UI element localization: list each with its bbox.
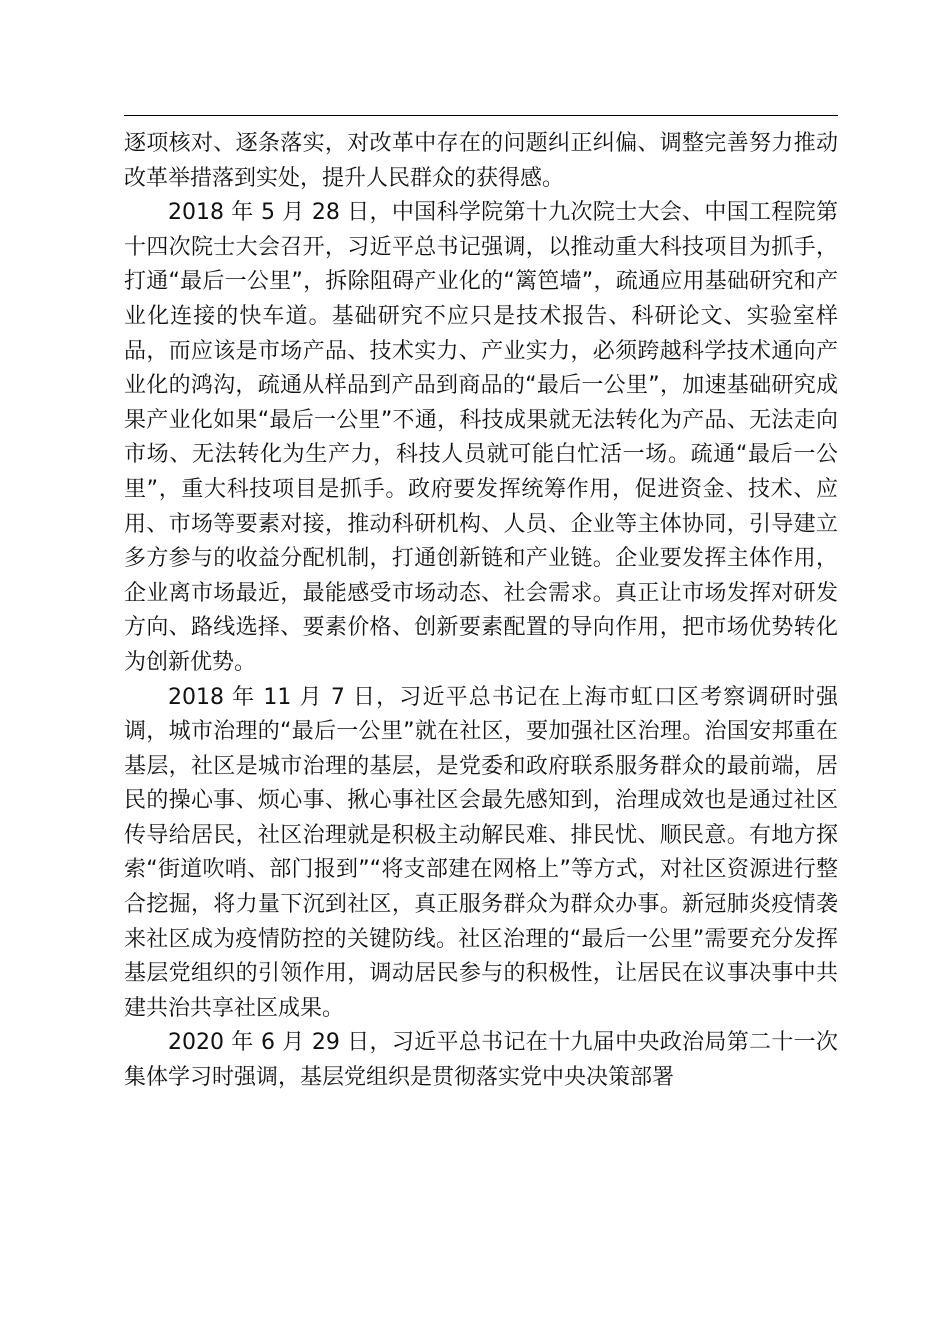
paragraph-academicians-conference: 2018 年 5 月 28 日，中国科学院第十九次院士大会、中国工程院第十四次院士大会召开，习近平总书记强调，以推动重大科技项目为抓手，打通“最后一公里”，拆除阻碍产业化的“篱笆墙”，疏通应用基础研究和产业化连接的快车道。基础研究不应只是技术报告、科研论文、实验室样品，而应该是市场产品、技术实力、产业实力，必须跨越科学技术通向产业化的鸿沟，疏通从样品到产品到商品的“最后一公里”，加速基础研究成果产业化如果“最后一公里”不通，科技成果就无法转化为产品、无法走向市场、无法转化为生产力，科技人员就可能白忙活一场。疏通“最后一公里”，重大科技项目是抓手。政府要发挥统筹作用，促进资金、技术、应用、市场等要素对接，推动科研机构、人员、企业等主体协同，引导建立多方参与的收益分配机制，打通创新链和产业链。企业要发挥主体作用，企业离市场最近，最能感受市场动态、社会需求。真正让市场发挥对研发方向、路线选择、要素价格、创新要素配置的导向作用，把市场优势转化为创新优势。 — [124, 200, 838, 675]
paragraph-continuation: 逐项核对、逐条落实，对改革中存在的问题纠正纠偏、调整完善努力推动改革举措落到实处，提升人民群众的获得感。 — [124, 131, 838, 191]
paragraph-community-governance: 2018 年 11 月 7 日，习近平总书记在上海市虹口区考察调研时强调，城市治理的“最后一公里”就在社区，要加强社区治理。治国安邦重在基层，社区是城市治理的基层，是党委和政府联系服务群众的最前端，居民的操心事、烦心事、揪心事社区会最先感知到，治理成效也是通过社区传导给居民，社区治理就是积极主动解民难、排民忧、顺民意。有地方探索“街道吹哨、部门报到”“将支部建在网格上”等方式，对社区资源进行整合挖掘，将力量下沉到社区，真正服务群众为群众办事。新冠肺炎疫情袭来社区成为疫情防控的关键防线。社区治理的“最后一公里”需要充分发挥基层党组织的引领作用，调动居民参与的积极性，让居民在议事决事中共建共治共享社区成果。 — [124, 684, 838, 1021]
header-rule — [124, 115, 838, 116]
paragraph-politburo-study: 2020 年 6 月 29 日，习近平总书记在十九届中央政治局第二十一次集体学习时强调，基层党组织是贯彻落实党中央决策部署 — [124, 1030, 838, 1091]
document-body — [124, 127, 838, 1096]
